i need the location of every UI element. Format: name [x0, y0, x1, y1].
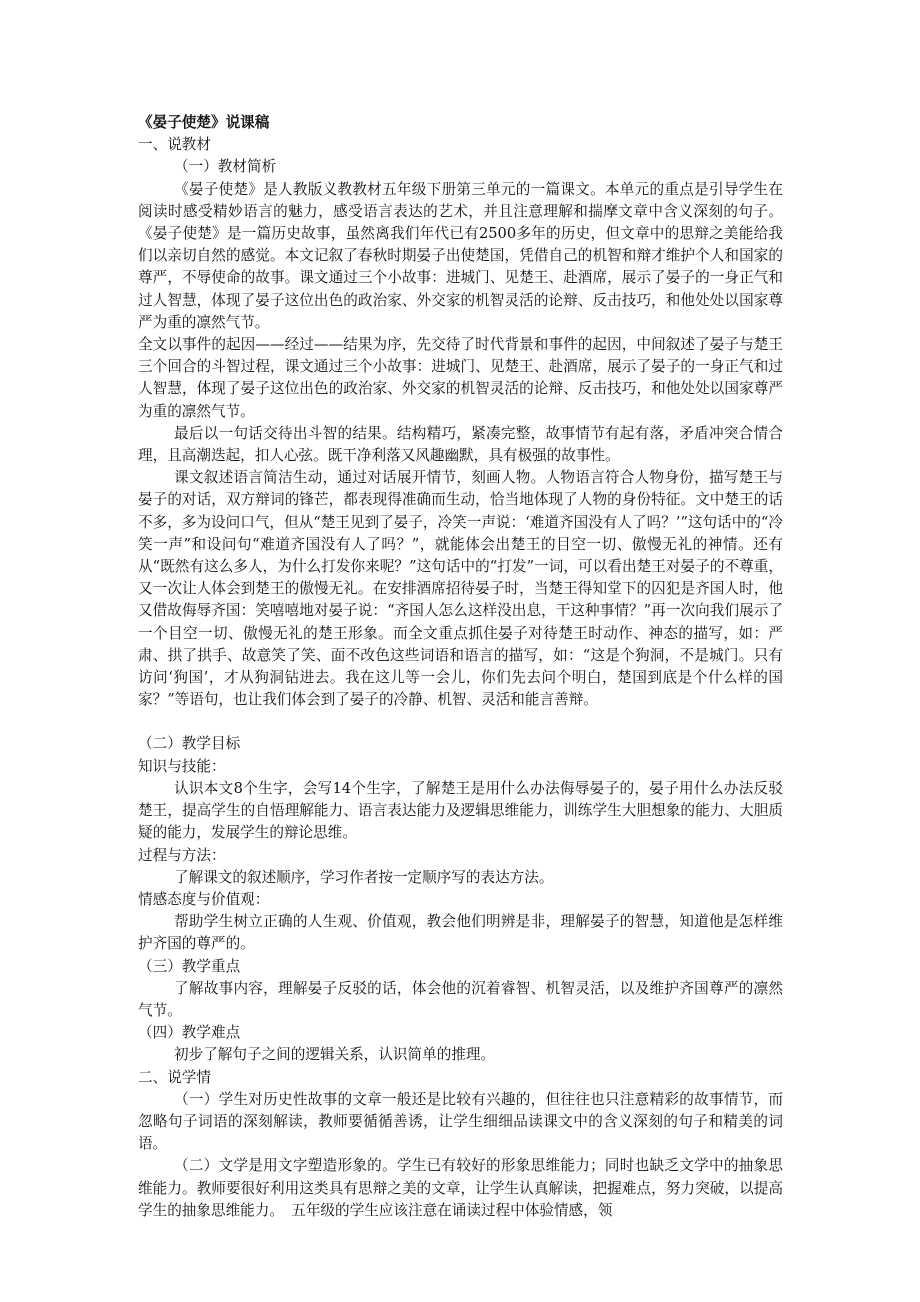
- subsection-heading: （三）教学重点: [138, 957, 241, 975]
- paragraph: 认识本文8个生字，会写14个生字，了解楚王是用什么办法侮辱晏子的，晏子用什么办法反驳楚王，提高学生的自悟理解能力、语言表达能力及逻辑思维能力，训练学生大胆想象的能力、大胆质疑的能力，发展学生的辩论思维。: [138, 779, 783, 842]
- document-title: 《晏子使楚》说课稿: [138, 114, 270, 131]
- paragraph: 全文以事件的起因——经过——结果为序，先交待了时代背景和事件的起因，中间叙述了晏子与楚王三个回合的斗智过程，课文通过三个小故事：进城门、见楚王、赴酒席，展示了晏子的一身正气和过人智慧，体现了晏子这位出色的政治家、外交家的机智灵活的论辩、反击技巧，和他处处以国家尊严为重的凛然气节。: [138, 336, 783, 420]
- paragraph: 了解故事内容，理解晏子反驳的话，体会他的沉着睿智、机智灵活，以及维护齐国尊严的凛然气节。: [138, 979, 783, 1019]
- blank-line: [138, 711, 783, 733]
- subsection-heading: （一）教材简析: [174, 158, 277, 176]
- paragraph: （一）学生对历史性故事的文章一般还是比较有兴趣的，但往往也只注意精彩的故事情节，而忽略句子词语的深刻解读，教师要循循善诱，让学生细细品读课文中的含义深刻的句子和精美的词语。: [138, 1090, 783, 1153]
- goal-label: 过程与方法：: [138, 846, 226, 864]
- paragraph: 了解课文的叙述顺序，学习作者按一定顺序写的表达方法。: [174, 868, 554, 886]
- subsection-heading: （二）教学目标: [138, 735, 241, 753]
- goal-label: 情感态度与价值观：: [138, 890, 270, 908]
- document-page: [138, 112, 783, 1222]
- section-heading: 二、说学情: [138, 1068, 211, 1086]
- paragraph: 《晏子使楚》是人教版义教教材五年级下册第三单元的一篇课文。本单元的重点是引导学生在阅读时感受精妙语言的魅力，感受语言表达的艺术，并且注意理解和揣摩文章中含义深刻的句子。《晏子使楚》是一篇历史故事，虽然离我们年代已有2500多年的历史，但文章中的思辩之美能给我们以亲切自然的感觉。本文记叙了春秋时期晏子出使楚国，凭借自己的机智和辩才维护个人和国家的尊严，不辱使命的故事。课文通过三个小故事：进城门、见楚王、赴酒席，展示了晏子的一身正气和过人智慧，体现了晏子这位出色的政治家、外交家的机智灵活的论辩、反击技巧，和他处处以国家尊严为重的凛然气节。: [138, 180, 783, 331]
- goal-label: 知识与技能：: [138, 757, 226, 775]
- section-heading: 一、说教材: [138, 136, 211, 154]
- paragraph: （二）文学是用文字塑造形象的。学生已有较好的形象思维能力；同时也缺乏文学中的抽象思维能力。教师要很好利用这类具有思辩之美的文章，让学生认真解读，把握难点，努力突破，以提高学生的抽象思维能力。 五年级的学生应该注意在诵读过程中体验情感，领: [138, 1157, 783, 1219]
- paragraph: 帮助学生树立正确的人生观、价值观，教会他们明辨是非，理解晏子的智慧，知道他是怎样维护齐国的尊严的。: [138, 913, 783, 953]
- paragraph: 课文叙述语言简洁生动，通过对话展开情节，刻画人物。人物语言符合人物身份，描写楚王与晏子的对话，双方辩词的锋芒，都表现得准确而生动，恰当地体现了人物的身份特征。文中楚王的话不多，多为设问口气，但从“楚王见到了晏子，冷笑一声说：‘难道齐国没有人了吗？’”这句话中的“冷笑一声”和设问句“难道齐国没有人了吗？”，就能体会出楚王的目空一切、傲慢无礼的神情。还有从“既然有这么多人，为什么打发你来呢？”这句话中的“打发”一词，可以看出楚王对晏子的不尊重，又一次让人体会到楚王的傲慢无礼。在安排酒席招待晏子时，当楚王得知堂下的囚犯是齐国人时，他又借故侮辱齐国：笑嘻嘻地对晏子说：“齐国人怎么这样没出息，干这种事情？”再一次向我们展示了一个目空一切、傲慢无礼的楚王形象。而全文重点抓住晏子对待楚王时动作、神态的描写，如：严肃、拱了拱手、故意笑了笑、面不改色这些词语和语言的描写，如：“这是个狗洞，不是城门。只有访问‘狗国’，才从狗洞钻进去。我在这儿等一会儿，你们先去问个明白，楚国到底是个什么样的国家？”等语句，也让我们体会到了晏子的冷静、机智、灵活和能言善辩。: [138, 469, 783, 709]
- paragraph: 初步了解句子之间的逻辑关系，认识简单的推理。: [174, 1046, 496, 1064]
- subsection-heading: （四）教学难点: [138, 1024, 241, 1042]
- paragraph: 最后以一句话交待出斗智的结果。结构精巧，紧凑完整，故事情节有起有落，矛盾冲突合情合理，且高潮迭起，扣人心弦。既干净利落又风趣幽默，具有极强的故事性。: [138, 424, 783, 465]
